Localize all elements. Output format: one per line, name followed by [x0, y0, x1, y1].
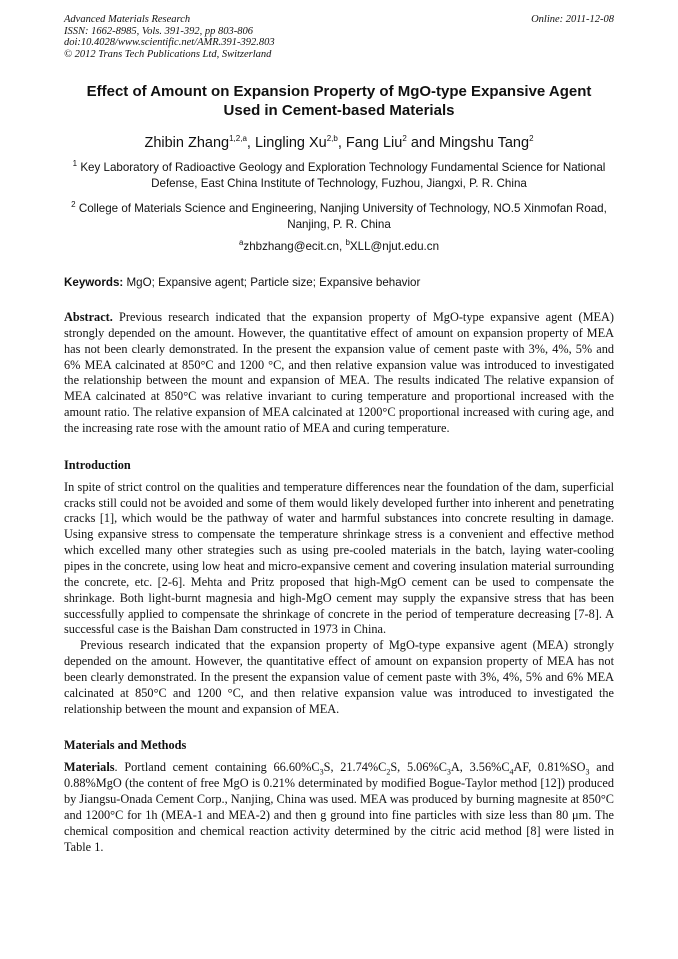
author-zhang: Zhibin Zhang [144, 135, 230, 151]
email-b[interactable]: XLL@njut.edu.cn [349, 240, 440, 253]
email-separator: , [338, 240, 346, 253]
materials-text-5: AF, 0.81%SO [513, 760, 586, 775]
author-xu: , Lingling Xu [246, 135, 327, 151]
materials-text-3: S, 5.06%C [390, 760, 447, 775]
materials-text-6: and 0.88%MgO (the content of free MgO is 0.21% determinated by modified Bogue-Taylor method [12]) produced by Jiangsu-Onada Cement Corp., Nanjing, China was used. MEA was produced by burning magnesite at 850°C and 1200°C for 1h (MEA-1 and MEA-2) and then g ground into fine particles with size less than 80 μm. The chemical composition and chemical reaction activity determined by the citric acid method [8] were listed in Table 1. [64, 760, 614, 854]
online-date: Online: 2011-12-08 [531, 14, 614, 25]
keywords-label: Keywords: [64, 276, 124, 289]
paper-title [64, 82, 614, 120]
affiliation-2 [64, 201, 614, 232]
c4af-subscript: 4 [509, 767, 514, 777]
affiliation-1 [64, 160, 614, 191]
author-list [64, 134, 614, 152]
journal-name: Advanced Materials Research [64, 14, 191, 25]
affiliation-2-marker: 2 [71, 200, 76, 210]
affiliation-1-text: Key Laboratory of Radioactive Geology and Exploration Technology Fundamental Science for National Defense, East China Institute of Technology, Fuzhou, Jiangxi, P. R. China [77, 161, 606, 190]
author-liu-affil: 2 [402, 134, 407, 144]
abstract-label: Abstract. [64, 310, 113, 324]
materials-label: Materials [64, 760, 115, 775]
author-tang-affil: 2 [529, 134, 534, 144]
email-a-marker: a [238, 238, 244, 248]
email-b-marker: b [345, 238, 350, 248]
materials-text-4: A, 3.56%C [450, 760, 510, 775]
copyright-line: © 2012 Trans Tech Publications Ltd, Switzerland [64, 48, 272, 60]
keywords [64, 275, 614, 290]
abstract-text: Previous research indicated that the expansion property of MgO-type expansive agent (MEA) strongly depended on the amount. However, the quantitative effect of amount on expansion property of MEA has not been clearly demonstrated. In the present the expansion value of cement paste with 3%, 4%, 5% and 6% MEA calcinated at 850°C and 1200 °C, and then relative expansion value was introduced to investigated the relationship between the mount and expansion of MEA. The results indicated The relative expansion of MEA calcinated at 850°C was relative invariant to curing temperature and proportional increased with the amount ratio. The relative expansion of MEA calcinated at 1200°C proportional increased with curing age, and the increasing rate rose with the amount ratio of MEA and curing temperature. [64, 310, 614, 435]
materials-text-2: S, 21.74%C [323, 760, 387, 775]
materials-text-1: . Portland cement containing 66.60%C [114, 760, 320, 775]
introduction-paragraph-1: In spite of strict control on the qualities and temperature differences near the foundation of the dam, superficial cracks still could not be avoided and some of them would likely developed further into inherent and penetrating cracks [1], which would be the pathway of water and harmful substances into concrete resulting in damage. Using expansive stress to compensate the temperature shrinkage stress is a convenient and effective method which excelled many other strategies such as using pre-cooled materials in the batch, laying water-cooling pipes in the concrete, using low heat and micro-expansive cement and covering insulation material surrounding the concrete, etc. [2-6]. Mehta and Pritz proposed that high-MgO cement can be used to compensate the shrinkage. Both light-burnt magnesia and high-MgO cement may supply the expansive stress that has been successfully applied to compensate the shrinkage of concrete in the period of temperature decreasing [7-8]. A successful case is the Baishan Dam constructed in 1973 in China. [64, 479, 614, 637]
materials-paragraph [64, 760, 614, 855]
introduction-heading: Introduction [64, 457, 131, 472]
affiliation-1-marker: 1 [72, 159, 78, 169]
author-tang: and Mingshu Tang [406, 135, 530, 151]
issn-line: ISSN: 1662-8985, Vols. 391-392, pp 803-806 [64, 25, 253, 37]
abstract-paragraph [64, 310, 614, 437]
c3s-subscript: 3 [319, 767, 324, 777]
c2s-subscript: 2 [386, 767, 391, 777]
author-xu-affil: 2,b [326, 134, 338, 144]
author-emails [64, 239, 614, 254]
introduction-paragraph-2: Previous research indicated that the expansion property of MgO-type expansive agent (MEA) strongly depended on the amount. However, the quantitative effect of amount on expansion property of MEA has not been clearly demonstrated. In the present the expansion value of cement paste with 3%, 4%, 5% and 6% MEA calcinated at 850°C and 1200 °C, and then relative expansion value was introduced to investigated the relationship between the mount and expansion of MEA. [64, 638, 614, 716]
email-a[interactable]: zhbzhang@ecit.cn [243, 240, 339, 253]
author-zhang-affil: 1,2,a [229, 134, 247, 144]
keywords-text: MgO; Expansive agent; Particle size; Expansive behavior [123, 276, 421, 289]
affiliation-2-text: College of Materials Science and Engineering, Nanjing University of Technology, NO.5 Xinmofan Road, Nanjing, P. R. China [75, 202, 607, 231]
methods-heading: Materials and Methods [64, 738, 187, 753]
title-line-1: Effect of Amount on Expansion Property of MgO-type Expansive Agent [86, 83, 592, 100]
title-line-2: Used in Cement-based Materials [223, 102, 455, 119]
journal-header [64, 14, 614, 60]
c3a-subscript: 3 [446, 767, 451, 777]
doi-line: doi:10.4028/www.scientific.net/AMR.391-392.803 [64, 37, 275, 48]
so3-subscript: 3 [585, 767, 590, 777]
author-liu: , Fang Liu [337, 135, 403, 151]
